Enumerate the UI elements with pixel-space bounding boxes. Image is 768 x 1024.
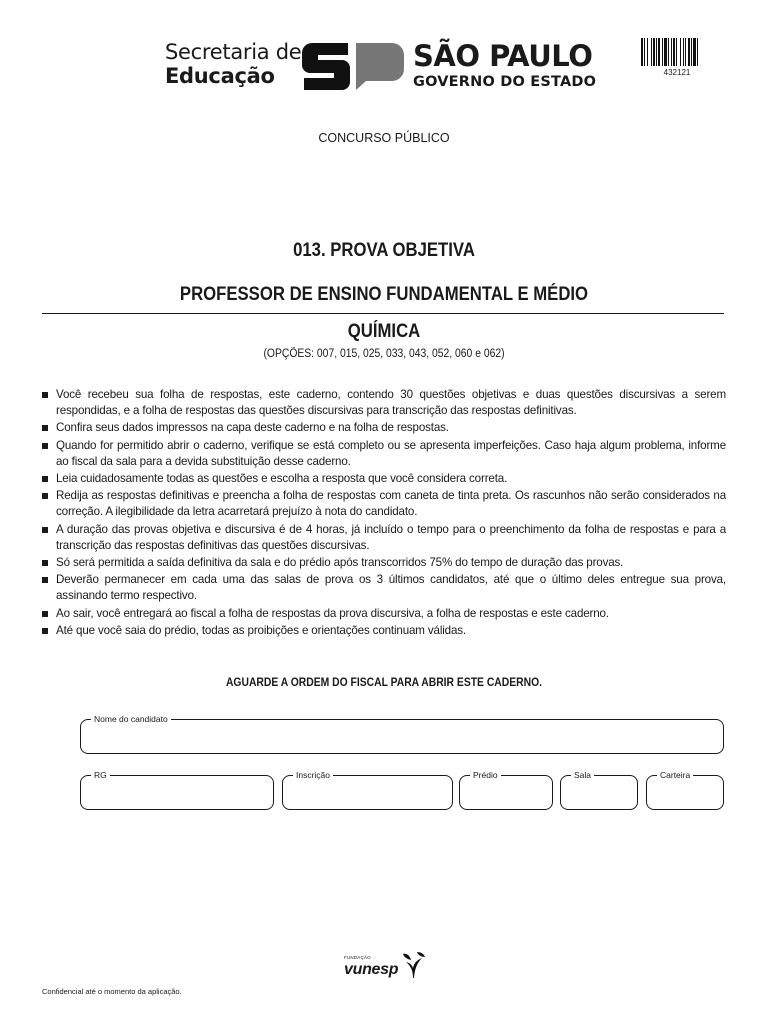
barcode-bar (673, 38, 675, 66)
barcode-bar (647, 38, 648, 66)
contest-label: CONCURSO PÚBLICO (318, 131, 450, 145)
candidate-name-field[interactable] (80, 714, 724, 754)
barcode-bar (644, 38, 645, 66)
barcode-bar (651, 38, 652, 66)
candidate-name-label: Nome do candidato (91, 713, 171, 725)
inscricao-label: Inscrição (293, 769, 333, 781)
vunesp-bird-icon (400, 951, 426, 979)
vunesp-brand: vunesp (344, 961, 399, 978)
barcode-number: 432121 (663, 68, 691, 77)
barcode-bar (691, 38, 692, 66)
vunesp-logo (344, 949, 429, 981)
secretaria-line2: Educação (165, 64, 275, 88)
rg-label: RG (91, 769, 110, 781)
instruction-item: Até que você saia do prédio, todas as proibições e orientações continuam válidas. (42, 623, 726, 639)
instruction-item: Leia cuidadosamente todas as questões e escolha a resposta que você considera correta. (42, 471, 726, 487)
instruction-item: Você recebeu sua folha de respostas, este caderno, contendo 30 questões objetivas e duas questões discursivas a serem respondidas, e a folha de respostas das questões discursivas para transcrição das respostas definitivas. (42, 387, 726, 419)
instruction-item: Deverão permanecer em cada uma das salas de prova os 3 últimos candidatos, até que o último deles entregue sua prova, assinando termo respectivo. (42, 572, 726, 604)
state-name: SÃO PAULO (413, 39, 593, 73)
instruction-item: Confira seus dados impressos na capa deste caderno e na folha de respostas. (42, 420, 726, 436)
secretaria-line1: Secretaria de (165, 40, 302, 64)
barcode-bar (664, 38, 667, 66)
instruction-item: Ao sair, você entregará ao fiscal a folha de respostas da prova discursiva, a folha de respostas e este caderno. (42, 606, 726, 622)
predio-field[interactable] (459, 770, 553, 810)
sp-logo (302, 43, 404, 90)
test-title: 013. PROVA OBJETIVA (293, 240, 475, 261)
instructions-list (42, 387, 726, 640)
title-divider (42, 313, 724, 314)
barcode (641, 38, 713, 66)
position-title: PROFESSOR DE ENSINO FUNDAMENTAL E MÉDIO (179, 284, 589, 305)
barcode-bar (683, 38, 684, 66)
barcode-bar (658, 38, 660, 66)
government-label: GOVERNO DO ESTADO (413, 74, 597, 90)
barcode-bar (668, 38, 669, 66)
carteira-field[interactable] (646, 770, 724, 810)
rg-field[interactable] (80, 770, 274, 810)
instruction-item: A duração das provas objetiva e discursiva é de 4 horas, já incluído o tempo para o preenchimento da folha de respostas e para a transcrição das respostas definitivas das questões discursivas. (42, 522, 726, 554)
subject-title: QUÍMICA (347, 321, 421, 342)
sala-field[interactable] (560, 770, 638, 810)
barcode-bar (688, 38, 690, 66)
sala-label: Sala (571, 769, 594, 781)
instruction-item: Só será permitida a saída definitiva da sala e do prédio após transcorridos 75% do tempo de duração das provas. (42, 555, 726, 571)
barcode-bar (656, 38, 657, 66)
barcode-bar (671, 38, 672, 66)
barcode-bar (653, 38, 655, 66)
barcode-bar (641, 38, 643, 66)
barcode-bar (676, 38, 677, 66)
barcode-bar (680, 38, 681, 66)
barcode-bar (662, 38, 663, 66)
options-line: (OPÇÕES: 007, 015, 025, 033, 043, 052, 060 e 062) (263, 348, 505, 360)
predio-label: Prédio (470, 769, 501, 781)
instruction-item: Redija as respostas definitivas e preencha a folha de respostas com caneta de tinta preta. Os rascunhos não serão considerados na correção. A ilegibilidade da letra acarretará prejuízo à nota do candidato. (42, 488, 726, 520)
inscricao-field[interactable] (282, 770, 453, 810)
carteira-label: Carteira (657, 769, 693, 781)
barcode-bar (693, 38, 696, 66)
barcode-bar (697, 38, 698, 66)
foundation-label: FUNDAÇÃO (344, 955, 371, 960)
barcode-bar (685, 38, 686, 66)
wait-notice: AGUARDE A ORDEM DO FISCAL PARA ABRIR ESTE CADERNO. (225, 677, 543, 689)
instruction-item: Quando for permitido abrir o caderno, verifique se está completo ou se apresenta imperfeições. Caso haja algum problema, informe ao fiscal da sala para a devida substituição desse caderno. (42, 438, 726, 470)
secretaria-logo-text (165, 42, 301, 87)
government-logo-text (413, 39, 597, 90)
confidential-note: Confidencial até o momento da aplicação. (42, 987, 182, 996)
